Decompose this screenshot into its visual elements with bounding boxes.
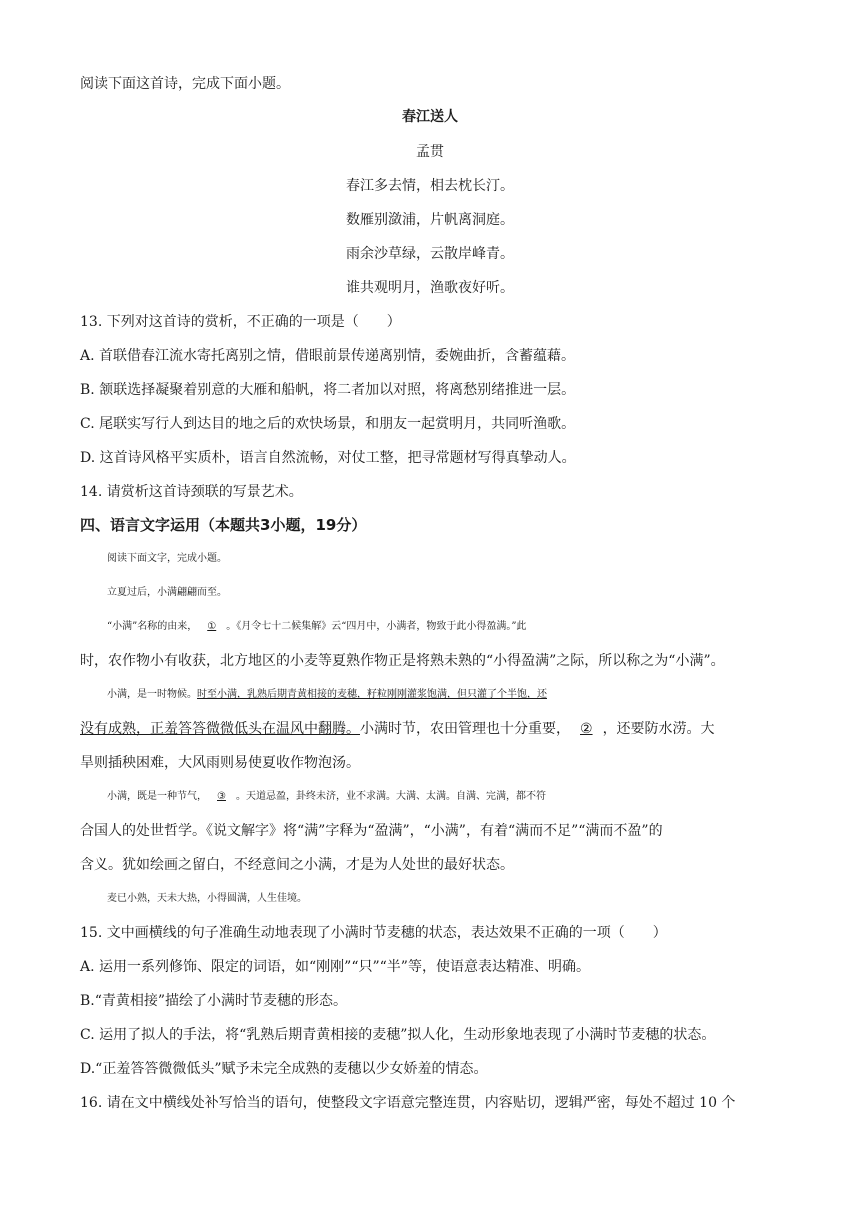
- poem-author: 孟贯: [416, 144, 444, 160]
- question-13-option-a: A. 首联借春江流水寄托离别之情，借眼前景传递离别情，委婉曲折，含蓄蕴藉。: [80, 348, 576, 364]
- intro-instruction: 阅读下面这首诗，完成下面小题。: [80, 76, 290, 92]
- question-14: 14. 请赏析这首诗颈联的写景艺术。: [80, 484, 303, 500]
- blank-2: ②: [580, 721, 593, 737]
- poem-line: 雨余沙草绿，云散岸峰青。: [346, 246, 514, 262]
- question-15-option-d: D.“正羞答答微微低头”赋予未完全成熟的麦穗以少女娇羞的情态。: [80, 1061, 488, 1077]
- passage-paragraph-4-line-1: [107, 787, 807, 807]
- blank-1: ①: [207, 621, 217, 632]
- paragraph-text: 小满，既是一种节气，: [107, 791, 207, 802]
- passage-paragraph-1: 立夏过后，小满翩翩而至。: [107, 587, 227, 598]
- poem-line: 谁共观明月，渔歌夜好听。: [346, 280, 514, 296]
- poem-title: 春江送人: [402, 109, 458, 125]
- passage-paragraph-3-line-1: [107, 685, 807, 705]
- blank-3: ③: [217, 791, 226, 802]
- passage-paragraph-4-line-3: 含义。犹如绘画之留白，不经意间之小满，才是为人处世的最好状态。: [80, 857, 514, 873]
- paragraph-text: 小满时节，农田管理也十分重要，: [360, 721, 570, 737]
- paragraph-text: 小满，是一时物候。: [107, 689, 197, 700]
- paragraph-text: 。天道忌盈，卦终未济，业不求满。大满、太满。自满、完满，都不符: [235, 791, 546, 802]
- question-13-option-c: C. 尾联实写行人到达目的地之后的欢快场景，和朋友一起赏明月，共同听渔歌。: [80, 416, 576, 432]
- paragraph-text: ，还要防水涝。大: [602, 721, 715, 737]
- question-15-option-c: C. 运用了拟人的手法，将“乳熟后期青黄相接的麦穗”拟人化，生动形象地表现了小满时节麦穗的状态。: [80, 1027, 716, 1043]
- question-13-option-b: B. 颔联选择凝聚着别意的大雁和船帆，将二者加以对照，将离愁别绪推进一层。: [80, 382, 576, 398]
- passage-paragraph-5: 麦已小熟，天未大热，小得圆满，人生佳境。: [107, 893, 307, 904]
- passage-instruction: 阅读下面文字，完成小题。: [107, 553, 227, 564]
- question-15-stem: 15. 文中画横线的句子准确生动地表现了小满时节麦穗的状态，表达效果不正确的一项（ ）: [80, 925, 667, 941]
- paragraph-text: 。《月令七十二候集解》云“四月中，小满者，物致于此小得盈满。”此: [226, 621, 527, 632]
- passage-paragraph-3-line-3: 旱则插秧困难，大风雨则易使夏收作物泡汤。: [80, 755, 360, 771]
- question-15-option-b: B.“青黄相接”描绘了小满时节麦穗的形态。: [80, 993, 348, 1009]
- poem-line: 数雁别潋浦，片帆离洞庭。: [346, 212, 514, 228]
- underlined-sentence: 没有成熟，正羞答答微微低头在温风中翻腾。: [80, 721, 360, 737]
- section-heading: 四、语言文字运用（本题共3小题，19分）: [80, 516, 367, 534]
- question-13-option-d: D. 这首诗风格平实质朴，语言自然流畅，对仗工整，把寻常题材写得真挚动人。: [80, 450, 576, 466]
- passage-paragraph-4-line-2: 合国人的处世哲学。《说文解字》将“满”字释为“盈满”，“小满”，有着“满而不足”“满而不盈”的: [80, 823, 663, 839]
- poem-line: 春江多去情，相去枕长汀。: [346, 178, 514, 194]
- question-16: 16. 请在文中横线处补写恰当的语句，使整段文字语意完整连贯，内容贴切，逻辑严密，每处不超过 10 个: [80, 1095, 736, 1111]
- passage-paragraph-2-line-1: [107, 617, 807, 637]
- question-13-stem: 13. 下列对这首诗的赏析，不正确的一项是（ ）: [80, 314, 401, 330]
- underlined-sentence: 时至小满，乳熟后期青黄相接的麦穗，籽粒刚刚灌浆饱满，但只灌了个半饱，还: [197, 689, 547, 700]
- question-15-option-a: A. 运用一系列修饰、限定的词语，如“刚刚”“只”“半”等，使语意表达精准、明确。: [80, 959, 590, 975]
- paragraph-text: “小满”名称的由来，: [107, 621, 198, 632]
- passage-paragraph-3-line-2: [80, 719, 780, 739]
- passage-paragraph-2-line-2: 时，农作物小有收获，北方地区的小麦等夏熟作物正是将熟未熟的“小得盈满”之际，所以称之为“小满”。: [80, 653, 725, 669]
